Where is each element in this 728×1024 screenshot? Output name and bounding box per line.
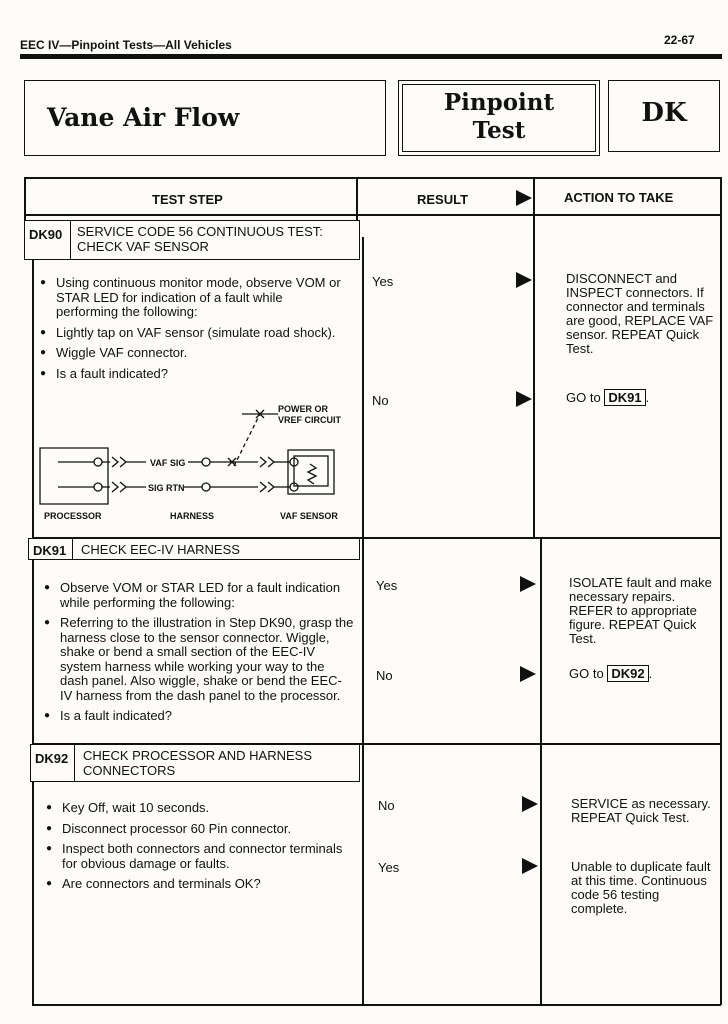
list-item: ● Lightly tap on VAF sensor (simulate road shock). xyxy=(38,326,348,341)
action-text: SERVICE as necessary. REPEAT Quick Test. xyxy=(571,796,711,825)
step-header-dk90 xyxy=(24,220,360,260)
test-name: Vane Air Flow xyxy=(47,103,240,132)
list-item: ● Observe VOM or STAR LED for a fault indication while performing the following: xyxy=(42,581,354,610)
arrow-icon xyxy=(522,796,538,812)
diagram-label: VAF SIG xyxy=(150,458,186,468)
step-header-dk92 xyxy=(30,744,360,782)
page-number: 22-67 xyxy=(664,33,695,47)
test-name-box xyxy=(24,80,386,156)
diagram-label: SIG RTN xyxy=(148,483,185,493)
test-label: Test xyxy=(472,117,526,144)
action-goto-dk92: GO to DK92 . xyxy=(569,666,653,681)
result-no: No xyxy=(372,393,389,408)
list-item: ● Referring to the illustration in Step DK90, grasp the harness close to the sensor connector. Wiggle, shake or bend a small section of the EEC-IV system harness while working your way to the dash panel. Also wiggle, shake or bend the EEC-IV harness from the dash panel to the processor. xyxy=(42,616,354,703)
result-yes: Yes xyxy=(372,274,394,289)
step-id: DK91 xyxy=(29,539,73,559)
diagram-label: PROCESSOR xyxy=(44,511,102,521)
list-item: ● Disconnect processor 60 Pin connector. xyxy=(44,822,356,837)
step-reference: DK91 xyxy=(604,389,645,406)
step-instructions-dk91 xyxy=(42,581,354,730)
test-code: DK xyxy=(641,98,687,128)
list-item: ● Inspect both connectors and connector terminals for obvious damage or faults. xyxy=(44,842,356,871)
result-yes: Yes xyxy=(378,860,400,875)
list-item: ● Is a fault indicated? xyxy=(42,709,354,724)
result-yes: Yes xyxy=(376,578,398,593)
step-id: DK92 xyxy=(31,745,75,781)
step-instructions-dk90 xyxy=(38,276,348,387)
arrow-icon xyxy=(516,272,532,288)
col-action: ACTION TO TAKE xyxy=(564,190,674,205)
action-goto-dk91: GO to DK91 . xyxy=(566,390,650,405)
action-text: DISCONNECT and INSPECT connectors. If connector and terminals are good, REPLACE VAF sensor. REPEAT Quick Test. xyxy=(566,271,714,356)
step-header-dk91 xyxy=(28,538,360,560)
arrow-icon xyxy=(516,391,532,407)
arrow-icon xyxy=(522,858,538,874)
pinpoint-test-box xyxy=(398,80,600,156)
step-title: SERVICE CODE 56 CONTINUOUS TEST: CHECK VAF SENSOR xyxy=(77,224,323,254)
action-text: ISOLATE fault and make necessary repairs. REFER to appropriate figure. REPEAT Quick Test. xyxy=(569,575,712,646)
pinpoint-label: Pinpoint xyxy=(443,89,555,116)
diagram-label: POWER OR xyxy=(278,404,329,414)
section-title: EEC IV—Pinpoint Tests—All Vehicles xyxy=(20,38,232,52)
action-text: Unable to duplicate fault at this time. Continuous code 56 testing complete. xyxy=(571,859,711,916)
list-item: ● Using continuous monitor mode, observe VOM or STAR LED for indication of a fault while performing the following: xyxy=(38,276,348,320)
step-title: CHECK PROCESSOR AND HARNESS CONNECTORS xyxy=(83,748,312,778)
list-item: ● Is a fault indicated? xyxy=(38,367,348,382)
col-test-step: TEST STEP xyxy=(152,192,223,207)
result-no: No xyxy=(376,668,393,683)
diagram-label: VAF SENSOR xyxy=(280,511,338,521)
list-item: ● Key Off, wait 10 seconds. xyxy=(44,801,356,816)
diagram-label: VREF CIRCUIT xyxy=(278,415,341,425)
step-reference: DK92 xyxy=(607,665,648,682)
list-item: ● Wiggle VAF connector. xyxy=(38,346,348,361)
step-title: CHECK EEC-IV HARNESS xyxy=(81,542,240,557)
result-no: No xyxy=(378,798,395,813)
arrow-icon xyxy=(520,666,536,682)
col-result: RESULT xyxy=(417,192,469,207)
step-id: DK90 xyxy=(25,221,71,259)
diagram-label: HARNESS xyxy=(170,511,215,521)
step-instructions-dk92 xyxy=(44,801,356,898)
arrow-icon xyxy=(516,190,532,206)
list-item: ● Are connectors and terminals OK? xyxy=(44,877,356,892)
test-code-box xyxy=(608,80,720,152)
arrow-icon xyxy=(520,576,536,592)
header-rule xyxy=(20,54,722,59)
